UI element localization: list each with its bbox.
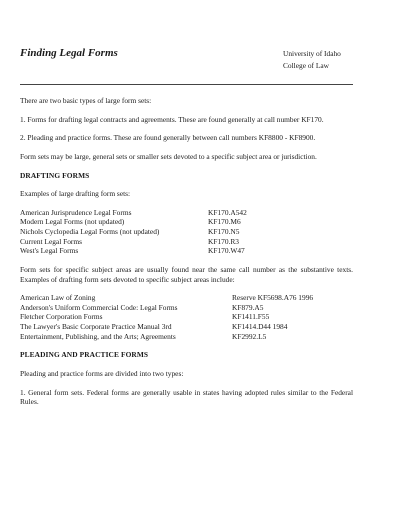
form-set-name: Current Legal Forms (20, 236, 82, 246)
point-2-paragraph: 2. Pleading and practice forms. These are found generally between call numbers KF8800 - KF8900. (20, 133, 316, 143)
document-title: Finding Legal Forms (20, 47, 118, 59)
form-set-name: Nichols Cyclopedia Legal Forms (not updated) (20, 227, 160, 236)
form-set-name: Entertainment, Publishing, and the Arts; Agreements (20, 331, 176, 341)
call-number: KF170.R3 (208, 236, 240, 246)
institution-line-2: College of Law (283, 61, 329, 70)
large-sets-list (20, 208, 353, 256)
drafting-forms-heading: DRAFTING FORMS (20, 170, 90, 180)
call-number: KF1411.F55 (232, 312, 270, 322)
pleading-point-1-paragraph: 1. General form sets. Federal forms are generally usable in states having adopted rules similar to the Federal Rules. (20, 387, 353, 407)
call-number: Reserve KF5698.A76 1996 (232, 293, 314, 303)
list-item (20, 237, 353, 247)
institution (283, 48, 341, 72)
page-header (20, 46, 353, 86)
call-number: KF170.A542 (208, 207, 247, 217)
list-item (20, 217, 353, 227)
institution-line-1: University of Idaho (283, 49, 341, 58)
list-item (20, 293, 353, 303)
list-item (20, 303, 353, 313)
list-item (20, 322, 353, 332)
call-number: KF1414.D44 1984 (232, 322, 288, 331)
intro-paragraph: There are two basic types of large form sets: (20, 96, 152, 105)
form-set-name: American Jurisprudence Legal Forms (20, 207, 132, 217)
sets-note-paragraph: Form sets may be large, general sets or smaller sets devoted to a specific subject area or jurisdiction. (20, 151, 317, 161)
pleading-forms-heading: PLEADING AND PRACTICE FORMS (20, 350, 149, 360)
header-divider (20, 84, 353, 85)
list-item (20, 332, 353, 342)
call-number: KF170.M6 (208, 217, 241, 227)
form-set-name: The Lawyer's Basic Corporate Practice Manual 3rd (20, 322, 172, 331)
list-item (20, 227, 353, 237)
document-body (20, 96, 353, 416)
list-item (20, 312, 353, 322)
list-item (20, 246, 353, 256)
document-page (20, 0, 353, 518)
form-set-name: West's Legal Forms (20, 246, 79, 256)
pleading-intro-paragraph: Pleading and practice forms are divided into two types: (20, 368, 184, 378)
form-set-name: Modern Legal Forms (not updated) (20, 217, 125, 227)
form-set-name: Anderson's Uniform Commercial Code: Legal Forms (20, 302, 178, 312)
list-item (20, 208, 353, 218)
subject-sets-list (20, 293, 353, 341)
form-set-name: American Law of Zoning (20, 293, 96, 303)
call-number: KF170.N5 (208, 227, 240, 236)
call-number: KF170.W47 (208, 246, 245, 256)
form-set-name: Fletcher Corporation Forms (20, 312, 103, 322)
call-number: KF2992.L5 (232, 331, 267, 341)
drafting-examples-intro: Examples of large drafting form sets: (20, 189, 131, 199)
call-number: KF879.A5 (232, 302, 264, 312)
point-1-paragraph: 1. Forms for drafting legal contracts and agreements. These are found generally at call number KF170. (20, 114, 324, 124)
subject-note-paragraph: Form sets for specific subject areas are usually found near the same call number as the substantive texts. Examples of drafting form sets devoted to specific subject areas include: (20, 264, 353, 284)
